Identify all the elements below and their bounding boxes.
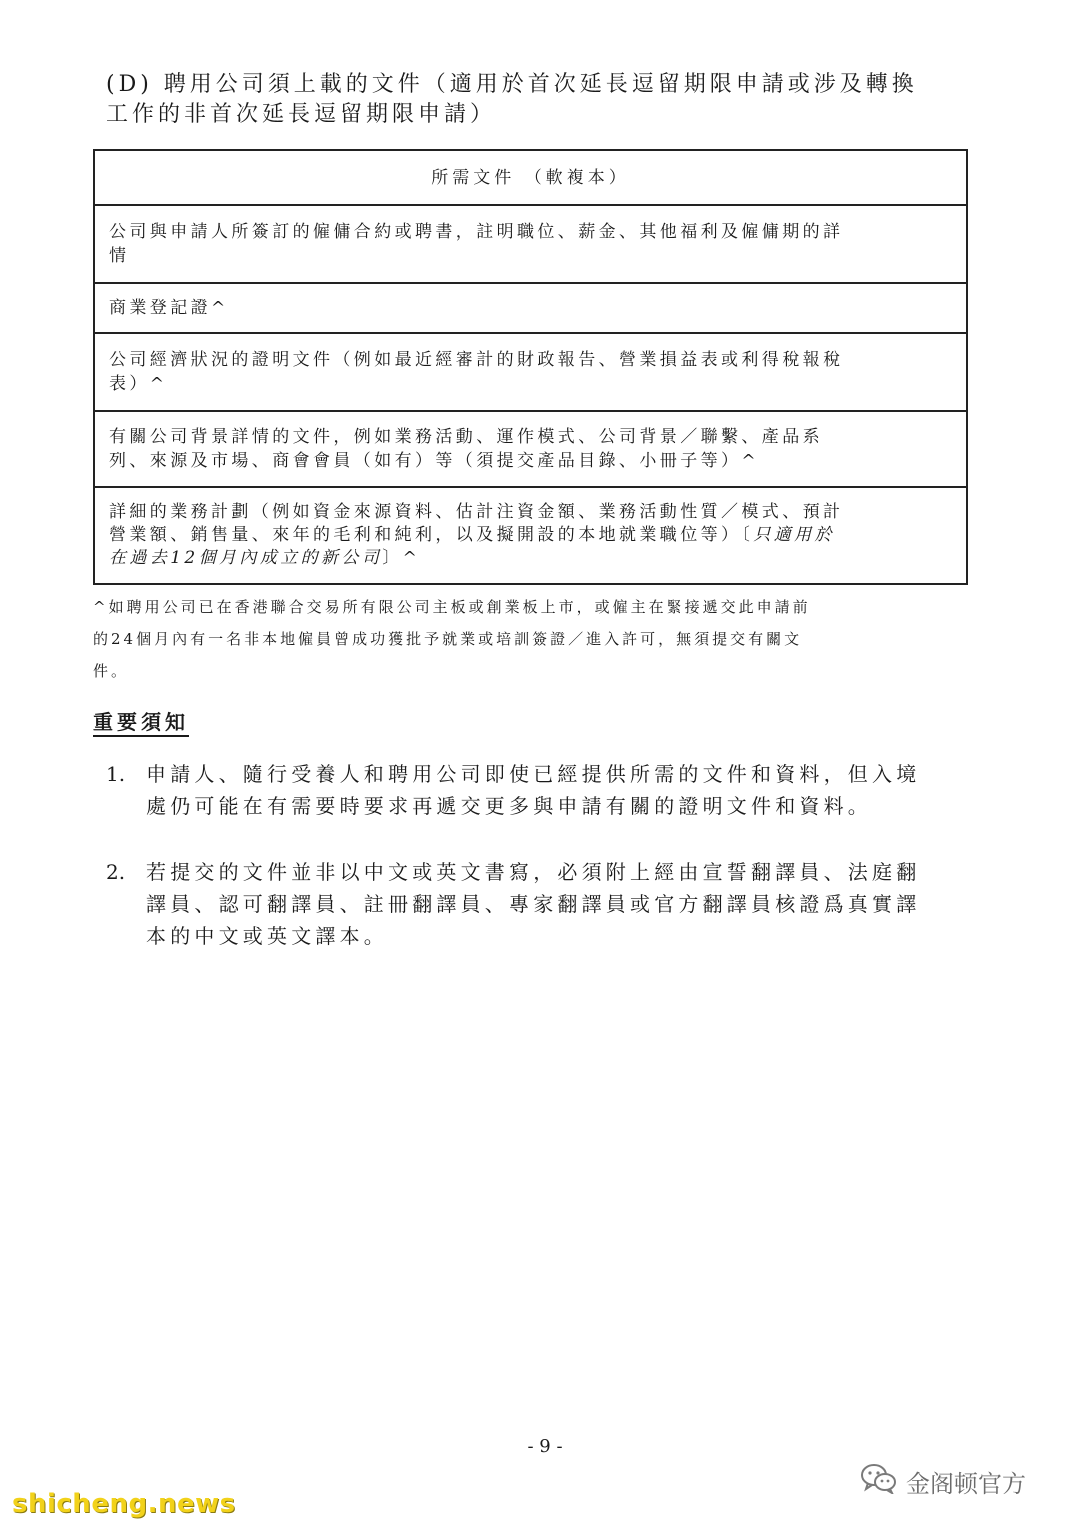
important-notice-title: 重要須知 xyxy=(93,710,189,734)
table-row xyxy=(95,410,966,486)
table-row-text-italic: 只適用於 xyxy=(753,525,835,545)
table-row-text: 情 xyxy=(109,246,130,266)
source-watermark-text: 金阁顿官方 xyxy=(906,1469,1026,1498)
footnote-line: 的24個月內有一名非本地僱員曾成功獲批予就業或培訓簽證／進入許可，無須提交有關文 xyxy=(93,630,803,648)
section-heading xyxy=(106,70,976,130)
table-row xyxy=(95,204,966,282)
table-row-text: 商業登記證^ xyxy=(109,298,229,318)
table-row-text xyxy=(109,524,952,547)
notice-item-line: 譯員、認可翻譯員、註冊翻譯員、專家翻譯員或官方翻譯員核證爲真實譯 xyxy=(146,892,921,916)
table-row-text: 列、來源及市場、商會會員（如有）等（須提交產品目錄、小冊子等）^ xyxy=(109,451,760,471)
table-row-text: 表）^ xyxy=(109,374,168,394)
table-row-text-normal: 〕^ xyxy=(382,548,421,568)
section-heading-line-1: (D) 聘用公司須上載的文件（適用於首次延長逗留期限申請或涉及轉換 xyxy=(106,72,918,97)
required-documents-table xyxy=(93,149,968,585)
notice-item-line: 處仍可能在有需要時要求再遞交更多與申請有關的證明文件和資料。 xyxy=(146,794,872,818)
wechat-icon xyxy=(860,1462,898,1500)
notice-item-line: 本的中文或英文譯本。 xyxy=(146,924,388,948)
table-row-text xyxy=(109,547,952,570)
table-header-label: 所需文件 （軟複本） xyxy=(431,167,630,188)
table-row xyxy=(95,282,966,332)
table-row-text-italic: 在過去12個月內成立的新公司 xyxy=(109,548,383,568)
section-heading-line-2: 工作的非首次延長逗留期限申請） xyxy=(106,102,497,127)
table-row-text: 公司與申請人所簽訂的僱傭合約或聘書，註明職位、薪金、其他福利及僱傭期的詳 xyxy=(109,222,844,242)
footnote-line: 件。 xyxy=(93,662,130,680)
table-footnote xyxy=(93,591,968,687)
notice-item-line: 申請人、隨行受養人和聘用公司即使已經提供所需的文件和資料，但入境 xyxy=(146,762,921,786)
table-row-text-normal: 營業額、銷售量、來年的毛利和純利，以及擬開設的本地就業職位等）〔 xyxy=(109,525,754,545)
notice-item-body xyxy=(146,856,920,952)
notice-item-line: 若提交的文件並非以中文或英文書寫，必須附上經由宣誓翻譯員、法庭翻 xyxy=(146,860,921,884)
table-header xyxy=(95,151,966,204)
notice-item-number: 2. xyxy=(106,860,126,884)
notice-item-body xyxy=(146,758,920,822)
page-number: - 9 - xyxy=(527,1436,563,1457)
table-row xyxy=(95,332,966,410)
footnote-line: ^如聘用公司已在香港聯合交易所有限公司主板或創業板上市，或僱主在緊接遞交此申請前 xyxy=(93,598,811,616)
table-row xyxy=(95,486,966,583)
source-watermark xyxy=(860,1461,1026,1501)
table-row-text: 有關公司背景詳情的文件，例如業務活動、運作模式、公司背景／聯繫、產品系 xyxy=(109,427,823,447)
site-watermark: shicheng.news xyxy=(12,1489,236,1519)
table-row-text: 詳細的業務計劃（例如資金來源資料、估計注資金額、業務活動性質／模式、預計 xyxy=(109,502,844,522)
table-row-text: 公司經濟狀況的證明文件（例如最近經審計的財政報告、營業損益表或利得稅報稅 xyxy=(109,350,844,370)
notice-item-number: 1. xyxy=(106,762,126,786)
